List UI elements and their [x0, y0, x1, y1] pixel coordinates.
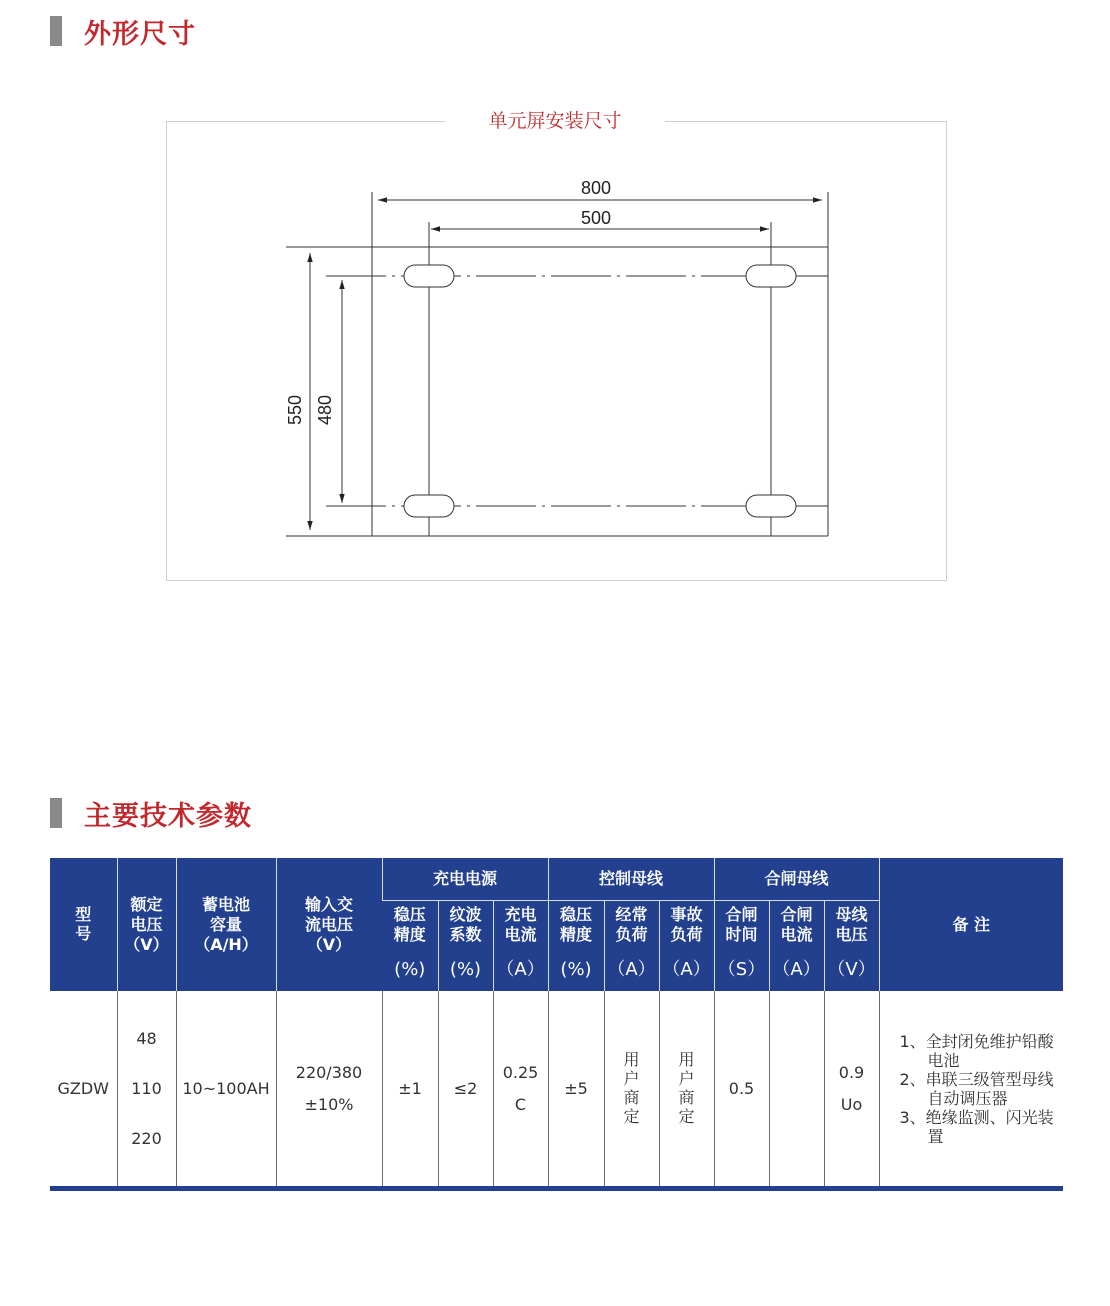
cell-closing-current	[769, 991, 824, 1189]
slot-hole-top-right	[746, 265, 796, 287]
subheader-label: 事故负荷	[659, 901, 714, 950]
spec-table	[50, 858, 1063, 1191]
cell-model: GZDW	[50, 991, 117, 1189]
subheader-unit: （A）	[659, 949, 714, 991]
subheader-label: 合闸时间	[714, 901, 769, 950]
cell-charge-precision: ±1	[382, 991, 438, 1189]
header-notes: 备 注	[879, 858, 1063, 991]
cell-closing-time: 0.5	[714, 991, 769, 1189]
subheader-unit: (%)	[548, 949, 604, 991]
cell-accident-load: 用户商定	[659, 991, 714, 1189]
subheader-unit: (%)	[382, 949, 438, 991]
dim-label-480: 480	[315, 394, 335, 426]
note-item: 1、全封闭免维护铅酸电池	[899, 1031, 1054, 1070]
subheader-label: 母线电压	[824, 901, 879, 950]
cell-battery: 10~100AH	[176, 991, 276, 1189]
heading-marker	[50, 798, 62, 828]
slot-hole-top-left	[404, 265, 454, 287]
subheader-unit: （A）	[604, 949, 659, 991]
slot-hole-bottom-left	[404, 495, 454, 517]
cell-bus-voltage: 0.9 Uo	[824, 991, 879, 1189]
subheader-label: 纹波系数	[438, 901, 493, 950]
subheader-label: 稳压精度	[548, 901, 604, 950]
subheader-label: 合闸电流	[769, 901, 824, 950]
note-item: 3、绝缘监测、闪光装置	[899, 1107, 1054, 1146]
subheader-label: 充电电流	[493, 901, 548, 950]
header-rated-voltage: 额定电压 （V）	[117, 858, 176, 991]
cell-ac-input: 220/380 ±10%	[276, 991, 382, 1189]
cell-charge-current: 0.25 C	[493, 991, 548, 1189]
subheader-unit: （V）	[824, 949, 879, 991]
table-row	[50, 991, 1063, 1189]
header-model: 型号	[50, 858, 117, 991]
cell-control-precision: ±5	[548, 991, 604, 1189]
slot-hole-bottom-right	[746, 495, 796, 517]
header-ac-input: 输入交流电压 （V）	[276, 858, 382, 991]
subheader-unit: （S）	[714, 949, 769, 991]
note-item: 2、串联三级管型母线自动调压器	[899, 1069, 1054, 1108]
subheader-label: 经常负荷	[604, 901, 659, 950]
section-heading-specs	[50, 796, 252, 830]
cell-voltages: 48 110 220	[117, 991, 176, 1189]
mounting-drawing	[0, 0, 1110, 600]
section-title-specs: 主要技术参数	[84, 800, 252, 832]
cell-ripple: ≤2	[438, 991, 493, 1189]
header-battery: 蓄电池容量 （A/H）	[176, 858, 276, 991]
header-group-charge: 充电电源	[382, 858, 548, 901]
header-group-control: 控制母线	[548, 858, 714, 901]
subheader-label: 稳压精度	[382, 901, 438, 950]
dim-label-800: 800	[580, 178, 612, 198]
subheader-unit: (%)	[438, 949, 493, 991]
section-title-dimensions: 外形尺寸	[84, 18, 196, 50]
cell-normal-load: 用户商定	[604, 991, 659, 1189]
subheader-unit: （A）	[493, 949, 548, 991]
header-group-closing: 合闸母线	[714, 858, 879, 901]
diagram-caption: 单元屏安装尺寸	[445, 107, 665, 135]
cell-notes	[879, 991, 1063, 1189]
dim-label-500: 500	[580, 208, 612, 228]
dim-label-550: 550	[285, 394, 305, 426]
subheader-unit: （A）	[769, 949, 824, 991]
